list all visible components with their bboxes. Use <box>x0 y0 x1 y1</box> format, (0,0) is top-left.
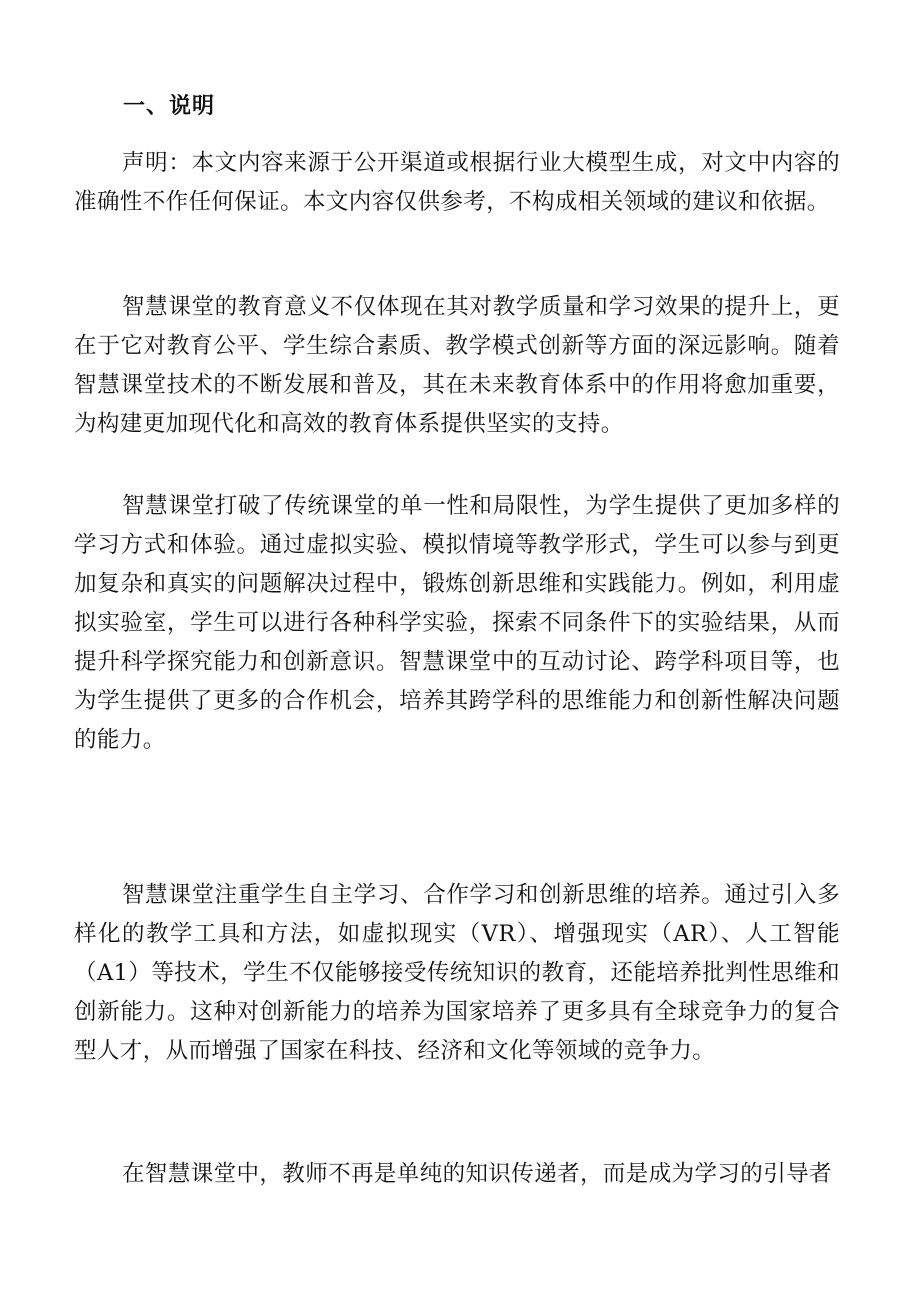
section-heading: 一、说明 <box>123 94 216 119</box>
paragraph-educational-significance: 智慧课堂的教育意义不仅体现在其对教学质量和学习效果的提升上，更在于它对教育公平、学生综合素质、教学模式创新等方面的深远影响。随着智慧课堂技术的不断发展和普及，其在未来教育体系中的作用将愈加重要，为构建更加现代化和高效的教育体系提供坚实的支持。 <box>74 294 840 437</box>
paragraph-innovation-cultivation: 智慧课堂注重学生自主学习、合作学习和创新思维的培养。通过引入多样化的教学工具和方法，如虚拟现实（VR）、增强现实（AR）、人工智能（A1）等技术，学生不仅能够接受传统知识的教育，还能培养批判性思维和创新能力。这种对创新能力的培养为国家培养了更多具有全球竞争力的复合型人才，从而增强了国家在科技、经济和文化等领域的竞争力。 <box>74 882 840 1064</box>
paragraph-teacher-role: 在智慧课堂中，教师不再是单纯的知识传递者，而是成为学习的引导者 <box>122 1161 832 1187</box>
disclaimer-paragraph: 声明：本文内容来源于公开渠道或根据行业大模型生成，对文中内容的准确性不作任何保证。本文内容仅供参考，不构成相关领域的建议和依据。 <box>74 150 840 215</box>
paragraph-learning-diversity: 智慧课堂打破了传统课堂的单一性和局限性，为学生提供了更加多样的学习方式和体验。通过虚拟实验、模拟情境等教学形式，学生可以参与到更加复杂和真实的问题解决过程中，锻炼创新思维和实践能力。例如，利用虚拟实验室，学生可以进行各种科学实验，探索不同条件下的实验结果，从而提升科学探究能力和创新意识。智慧课堂中的互动讨论、跨学科项目等，也为学生提供了更多的合作机会，培养其跨学科的思维能力和创新性解决问题的能力。 <box>74 493 840 753</box>
